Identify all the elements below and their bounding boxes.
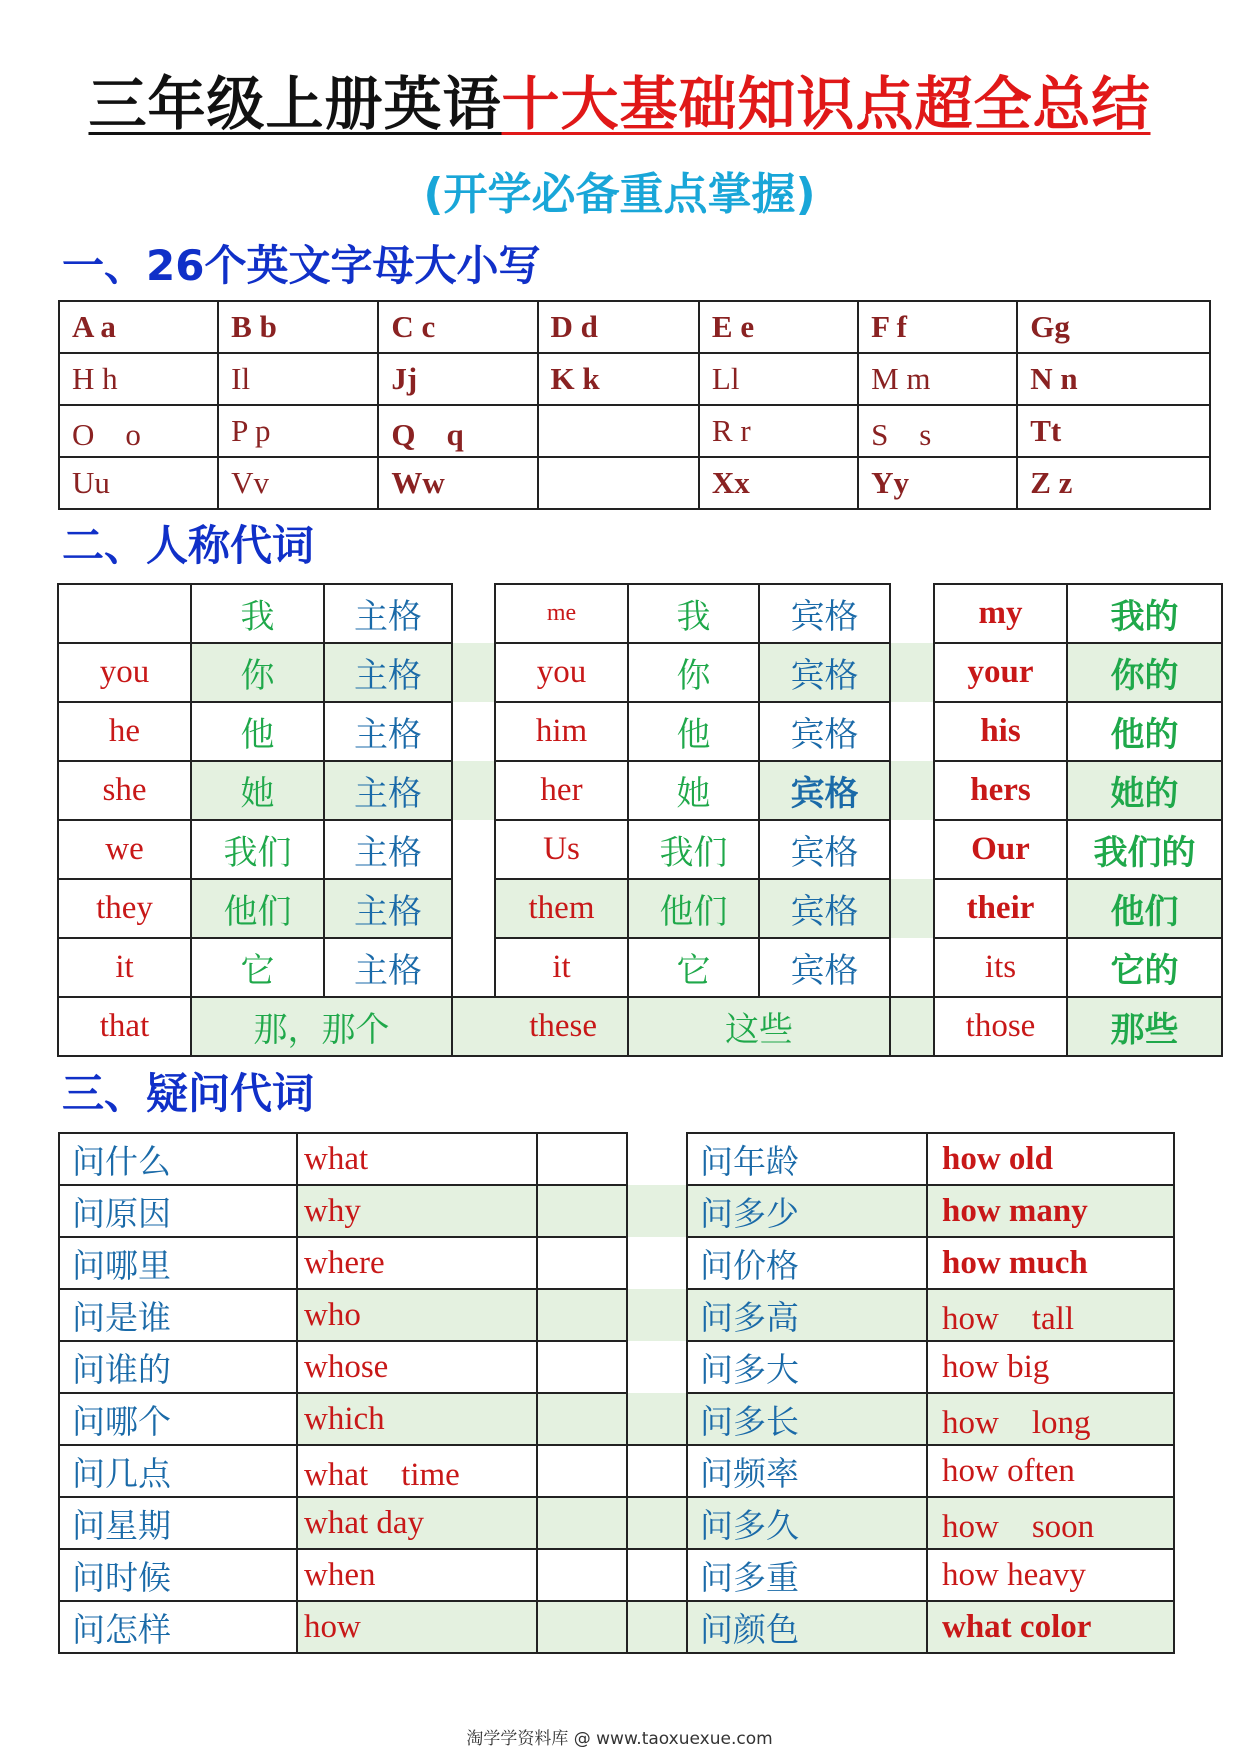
possessive-meaning: 她的: [1067, 761, 1222, 820]
spacer-cell: [627, 1393, 687, 1445]
possessive-meaning: 他们: [1067, 879, 1222, 938]
object-pronoun: me: [495, 584, 628, 643]
subject-case: 主格: [324, 584, 452, 643]
footer-watermark: 淘学学资料库 @ www.taoxuexue.com: [466, 1729, 773, 1749]
table-row: [58, 761, 1222, 820]
possessive-meaning: 他的: [1067, 702, 1222, 761]
object-case: 宾格: [759, 938, 890, 997]
subject-pronoun: you: [58, 643, 191, 702]
possessive-pronoun: their: [934, 879, 1067, 938]
spacer-cell: [627, 1549, 687, 1601]
question-word: what: [297, 1133, 537, 1185]
section-title-questions: 三、疑问代词: [62, 1069, 315, 1118]
spacer-cell: [452, 584, 495, 643]
table-row: [59, 457, 1210, 509]
letter-cell: [538, 457, 699, 509]
subject-pronoun: he: [58, 702, 191, 761]
subject-case: 主格: [324, 761, 452, 820]
determiner-these: [452, 997, 628, 1056]
spacer-cell: [890, 820, 934, 879]
object-meaning: 我们: [628, 820, 759, 879]
object-pronoun: him: [495, 702, 628, 761]
question-word: how heavy: [927, 1549, 1174, 1601]
spacer-cell: [890, 584, 934, 643]
letter-cell: E e: [699, 301, 858, 353]
possessive-pronoun: its: [934, 938, 1067, 997]
object-case: 宾格: [759, 584, 890, 643]
possessive-meaning: 我们的: [1067, 820, 1222, 879]
letter-cell: Q q: [378, 405, 537, 457]
spacer-cell: [452, 643, 495, 702]
object-case: 宾格: [759, 643, 890, 702]
question-word: who: [297, 1289, 537, 1341]
question-word: how old: [927, 1133, 1174, 1185]
question-meaning: 问多大: [687, 1341, 927, 1393]
letter-cell: P p: [218, 405, 378, 457]
question-meaning: 问多少: [687, 1185, 927, 1237]
question-meaning: 问谁的: [59, 1341, 297, 1393]
table-row: [59, 301, 1210, 353]
table-row: [59, 1601, 1174, 1653]
question-meaning: 问星期: [59, 1497, 297, 1549]
object-pronoun: her: [495, 761, 628, 820]
spacer-cell: [537, 1497, 627, 1549]
subject-pronoun: we: [58, 820, 191, 879]
object-meaning: 她: [628, 761, 759, 820]
object-pronoun: it: [495, 938, 628, 997]
letter-cell: Ll: [699, 353, 858, 405]
question-word: what day: [297, 1497, 537, 1549]
table-row: [59, 1237, 1174, 1289]
subject-case: 主格: [324, 879, 452, 938]
question-meaning: 问频率: [687, 1445, 927, 1497]
spacer-cell: [452, 820, 495, 879]
possessive-pronoun: your: [934, 643, 1067, 702]
object-meaning: 他们: [628, 879, 759, 938]
object-case: 宾格: [759, 761, 890, 820]
question-word: whose: [297, 1341, 537, 1393]
question-meaning: 问多长: [687, 1393, 927, 1445]
letter-cell: Ww: [378, 457, 537, 509]
spacer-cell: [452, 879, 495, 938]
letter-cell: Uu: [59, 457, 218, 509]
table-row: [58, 997, 1222, 1056]
subject-meaning: 它: [191, 938, 324, 997]
question-meaning: 问价格: [687, 1237, 927, 1289]
subject-pronoun: it: [58, 938, 191, 997]
spacer-cell: [890, 761, 934, 820]
page-title: [0, 70, 1239, 138]
letter-cell: K k: [538, 353, 699, 405]
table-row: [59, 1393, 1174, 1445]
question-meaning: 问哪个: [59, 1393, 297, 1445]
spacer-cell: [537, 1237, 627, 1289]
question-word: what time: [297, 1445, 537, 1497]
subject-case: 主格: [324, 702, 452, 761]
question-meaning: 问是谁: [59, 1289, 297, 1341]
subject-meaning: 他们: [191, 879, 324, 938]
subject-meaning: 她: [191, 761, 324, 820]
pronoun-table: [57, 583, 1223, 1057]
spacer-cell: [537, 1133, 627, 1185]
subject-meaning: 你: [191, 643, 324, 702]
spacer-cell: [627, 1601, 687, 1653]
spacer-cell: [890, 643, 934, 702]
letter-cell: B b: [218, 301, 378, 353]
object-case: 宾格: [759, 702, 890, 761]
letter-cell: Il: [218, 353, 378, 405]
letter-cell: S s: [858, 405, 1017, 457]
spacer-cell: [537, 1289, 627, 1341]
alphabet-table: [58, 300, 1211, 510]
question-meaning: 问多久: [687, 1497, 927, 1549]
spacer-cell: [627, 1185, 687, 1237]
question-meaning: 问什么: [59, 1133, 297, 1185]
object-meaning: 他: [628, 702, 759, 761]
spacer-cell: [627, 1445, 687, 1497]
spacer-cell: [452, 938, 495, 997]
object-meaning: 你: [628, 643, 759, 702]
subject-pronoun: [58, 584, 191, 643]
subject-case: 主格: [324, 643, 452, 702]
determiner-that: that: [58, 997, 191, 1056]
question-meaning: 问几点: [59, 1445, 297, 1497]
spacer-cell: [452, 761, 495, 820]
subject-case: 主格: [324, 820, 452, 879]
spacer-cell: [537, 1549, 627, 1601]
question-meaning: 问年龄: [687, 1133, 927, 1185]
table-row: [59, 1289, 1174, 1341]
table-row: [59, 1185, 1174, 1237]
letter-cell: Vv: [218, 457, 378, 509]
table-row: [58, 702, 1222, 761]
determiner-that-meaning: 那，那个: [191, 997, 452, 1056]
question-meaning: 问多重: [687, 1549, 927, 1601]
object-meaning: 它: [628, 938, 759, 997]
spacer-cell: [537, 1445, 627, 1497]
letter-cell: O o: [59, 405, 218, 457]
table-row: [59, 1445, 1174, 1497]
question-word: what color: [927, 1601, 1174, 1653]
question-word: how big: [927, 1341, 1174, 1393]
question-meaning: 问怎样: [59, 1601, 297, 1653]
possessive-pronoun: hers: [934, 761, 1067, 820]
letter-cell: Gg: [1017, 301, 1210, 353]
page-subtitle: (开学必备重点掌握): [423, 169, 816, 220]
question-word-table: [58, 1132, 1175, 1654]
spacer-cell: [890, 879, 934, 938]
table-row: [59, 405, 1210, 457]
question-word: how tall: [927, 1289, 1174, 1341]
question-word: how many: [927, 1185, 1174, 1237]
section-title-pronouns: 二、人称代词: [62, 521, 315, 570]
possessive-meaning: 它的: [1067, 938, 1222, 997]
spacer-cell: [537, 1185, 627, 1237]
spacer-cell: [627, 1289, 687, 1341]
spacer-cell: [627, 1133, 687, 1185]
subject-case: 主格: [324, 938, 452, 997]
letter-cell: R r: [699, 405, 858, 457]
subject-pronoun: they: [58, 879, 191, 938]
question-word: how long: [927, 1393, 1174, 1445]
subject-meaning: 我: [191, 584, 324, 643]
letter-cell: Tt: [1017, 405, 1210, 457]
spacer-cell: [537, 1601, 627, 1653]
letter-cell: C c: [378, 301, 537, 353]
letter-cell: Z z: [1017, 457, 1210, 509]
question-word: how: [297, 1601, 537, 1653]
question-word: how much: [927, 1237, 1174, 1289]
object-case: 宾格: [759, 879, 890, 938]
subject-pronoun: she: [58, 761, 191, 820]
possessive-pronoun: his: [934, 702, 1067, 761]
object-pronoun: Us: [495, 820, 628, 879]
object-pronoun: them: [495, 879, 628, 938]
possessive-meaning: 我的: [1067, 584, 1222, 643]
letter-cell: H h: [59, 353, 218, 405]
possessive-pronoun: Our: [934, 820, 1067, 879]
title-part-1: 三年级上册英语: [88, 70, 502, 138]
question-meaning: 问颜色: [687, 1601, 927, 1653]
question-word: how often: [927, 1445, 1174, 1497]
spacer-cell: [627, 1497, 687, 1549]
question-meaning: 问多高: [687, 1289, 927, 1341]
question-word: which: [297, 1393, 537, 1445]
letter-cell: N n: [1017, 353, 1210, 405]
spacer-cell: [452, 702, 495, 761]
determiner-those: those: [934, 997, 1067, 1056]
spacer-cell: [537, 1341, 627, 1393]
object-pronoun: you: [495, 643, 628, 702]
table-row: [59, 1133, 1174, 1185]
letter-cell: A a: [59, 301, 218, 353]
determiner-these-text: these: [529, 1008, 597, 1044]
spacer-cell: [627, 1237, 687, 1289]
letter-cell: D d: [538, 301, 699, 353]
subject-meaning: 他: [191, 702, 324, 761]
spacer-cell: [890, 997, 934, 1056]
question-word: when: [297, 1549, 537, 1601]
spacer-cell: [537, 1393, 627, 1445]
object-case: 宾格: [759, 820, 890, 879]
spacer-cell: [890, 702, 934, 761]
subject-meaning: 我们: [191, 820, 324, 879]
question-meaning: 问原因: [59, 1185, 297, 1237]
table-row: [59, 353, 1210, 405]
table-row: [58, 820, 1222, 879]
letter-cell: M m: [858, 353, 1017, 405]
letter-cell: Yy: [858, 457, 1017, 509]
letter-cell: Jj: [378, 353, 537, 405]
determiner-those-meaning: 那些: [1067, 997, 1222, 1056]
section-title-alphabet: 一、26个英文字母大小写: [62, 241, 541, 290]
table-row: [58, 879, 1222, 938]
title-part-2: 十大基础知识点超全总结: [501, 70, 1151, 138]
table-row: [58, 643, 1222, 702]
letter-cell: [538, 405, 699, 457]
question-word: why: [297, 1185, 537, 1237]
spacer-cell: [890, 938, 934, 997]
letter-cell: F f: [858, 301, 1017, 353]
table-row: [58, 584, 1222, 643]
question-meaning: 问哪里: [59, 1237, 297, 1289]
question-word: how soon: [927, 1497, 1174, 1549]
spacer-cell: [627, 1341, 687, 1393]
letter-cell: Xx: [699, 457, 858, 509]
determiner-these-meaning: 这些: [628, 997, 890, 1056]
table-row: [59, 1497, 1174, 1549]
possessive-meaning: 你的: [1067, 643, 1222, 702]
table-row: [58, 938, 1222, 997]
object-meaning: 我: [628, 584, 759, 643]
table-row: [59, 1549, 1174, 1601]
possessive-pronoun: my: [934, 584, 1067, 643]
question-meaning: 问时候: [59, 1549, 297, 1601]
question-word: where: [297, 1237, 537, 1289]
table-row: [59, 1341, 1174, 1393]
